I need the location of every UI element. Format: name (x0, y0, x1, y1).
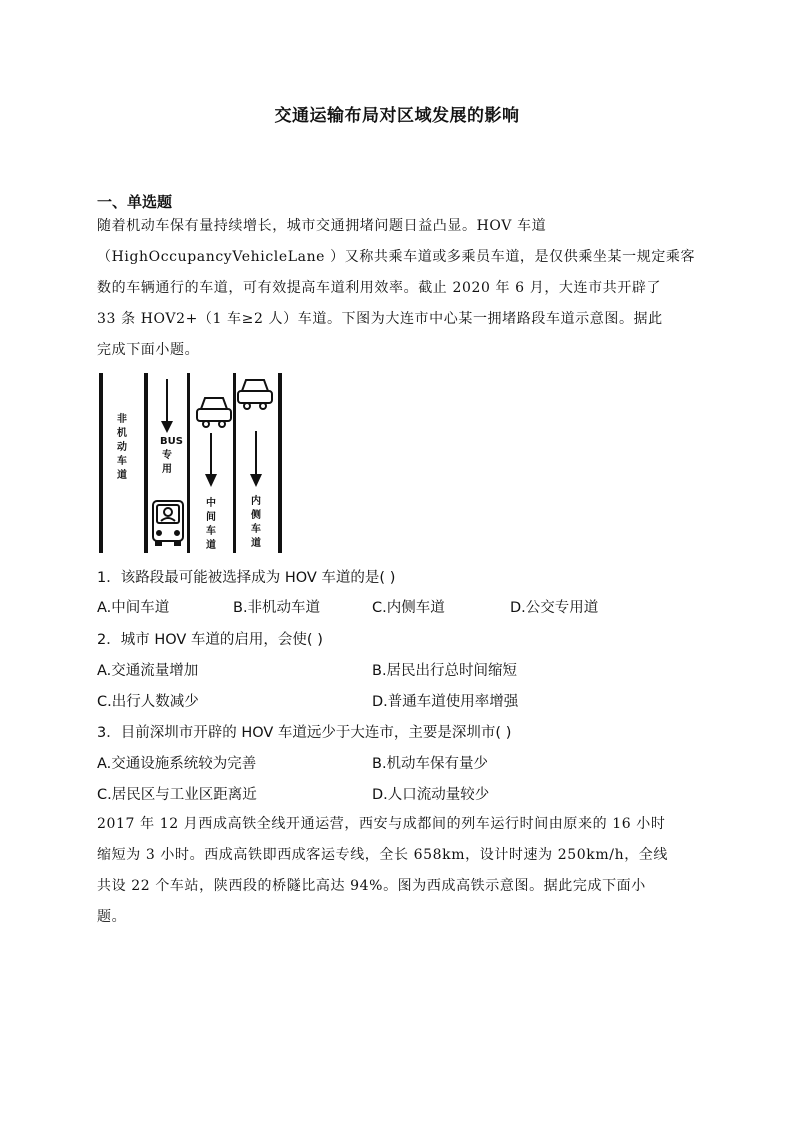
lane-boundary-line (144, 373, 148, 553)
q2-option-d: D.普通车道使用率增强 (372, 694, 519, 710)
lane-label-non-motor: 非机动车道 (117, 414, 127, 481)
q2-option-b: B.居民出行总时间缩短 (372, 663, 518, 679)
lane-diagram (97, 371, 287, 553)
inner-lane-arrow-icon (250, 431, 262, 487)
question-3: 3．目前深圳市开辟的 HOV 车道远少于大连市，主要是深圳市( ) (97, 725, 512, 741)
inner-lane-car-icon (238, 380, 272, 409)
passage-1-line: 33 条 HOV2+（1 车≥2 人）车道。下图为大连市中心某一拥堵路段车道示意图。据此 (97, 311, 663, 327)
q3-option-b: B.机动车保有量少 (372, 756, 489, 772)
question-1: 1．该路段最可能被选择成为 HOV 车道的是( ) (97, 570, 396, 586)
lane-boundary-line (187, 373, 190, 553)
passage-2-line: 题。 (97, 909, 127, 925)
passage-1-line: （HighOccupancyVehicleLane ）又称共乘车道或多乘员车道，是仅供乘坐某一规定乘客 (97, 249, 696, 265)
middle-lane-arrow-icon (205, 433, 217, 487)
passage-1-line: 数的车辆通行的车道，可有效提高车道利用效率。截止 2020 年 6 月，大连市共开辟了 (97, 280, 662, 296)
q3-option-c: C.居民区与工业区距离近 (97, 787, 257, 803)
lane-boundary-line (278, 373, 282, 553)
q1-option-d: D.公交专用道 (510, 600, 599, 616)
question-2: 2．城市 HOV 车道的启用，会使( ) (97, 632, 323, 648)
lane-label-middle: 中间车道 (206, 498, 216, 551)
q1-option-b: B.非机动车道 (233, 600, 321, 616)
passage-2-line: 2017 年 12 月西成高铁全线开通运营，西安与成都间的列车运行时间由原来的 16 小时 (97, 816, 666, 832)
section-heading: 一、单选题 (97, 193, 173, 211)
passage-2-line: 缩短为 3 小时。西成高铁即西成客运专线，全长 658km，设计时速为 250km/h，全线 (97, 847, 669, 863)
q1-option-a: A.中间车道 (97, 600, 170, 616)
passage-1-line: 随着机动车保有量持续增长，城市交通拥堵问题日益凸显。HOV 车道 (97, 218, 547, 234)
lane-boundary-line (233, 373, 236, 553)
lane-label-bus: BUS专用 (160, 436, 183, 475)
q2-option-c: C.出行人数减少 (97, 694, 199, 710)
q1-option-c: C.内侧车道 (372, 600, 445, 616)
bus-icon (153, 501, 183, 545)
q3-option-a: A.交通设施系统较为完善 (97, 756, 257, 772)
q2-option-a: A.交通流量增加 (97, 663, 199, 679)
passage-2 (97, 809, 702, 933)
q3-option-d: D.人口流动量较少 (372, 787, 490, 803)
passage-2-line: 共设 22 个车站，陕西段的桥隧比高达 94%。图为西成高铁示意图。据此完成下面小 (97, 878, 646, 894)
lane-label-inner: 内侧车道 (251, 496, 261, 549)
bus-lane-arrow-icon (161, 379, 173, 433)
middle-lane-car-icon (197, 398, 231, 427)
document-title: 交通运输布局对区域发展的影响 (274, 106, 520, 126)
passage-1 (97, 211, 702, 366)
lane-boundary-line (99, 373, 103, 553)
passage-1-line: 完成下面小题。 (97, 342, 200, 358)
